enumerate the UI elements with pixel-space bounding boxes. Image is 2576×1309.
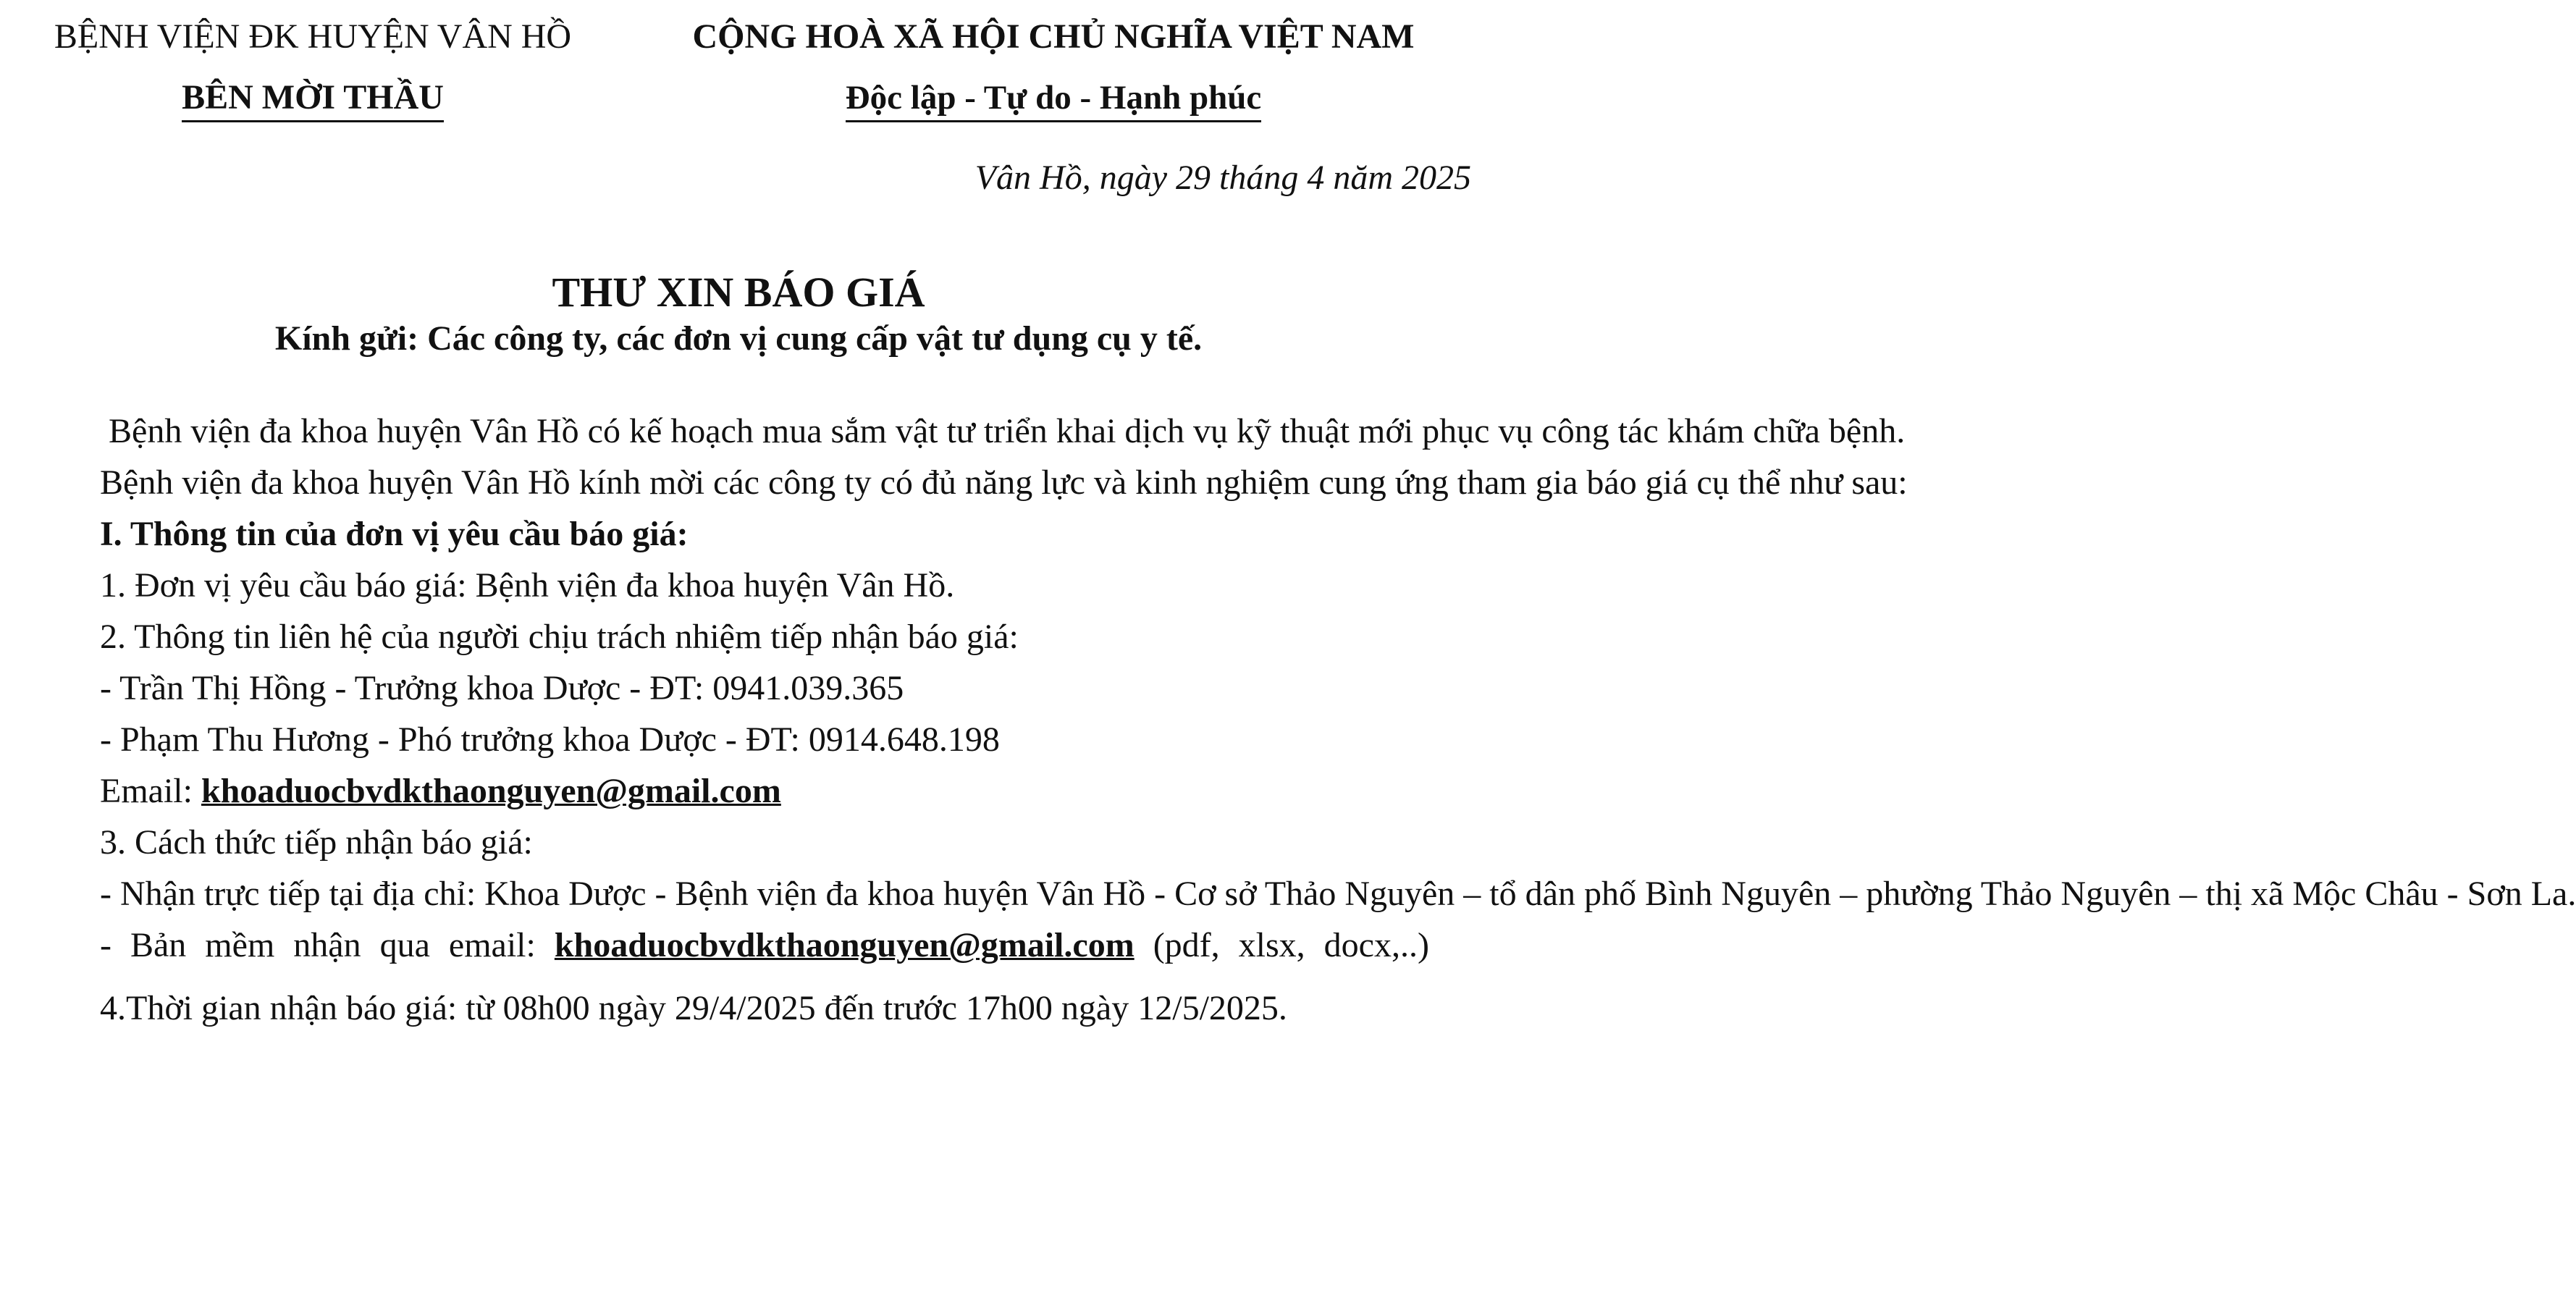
national-motto: Độc lập - Tự do - Hạnh phúc	[846, 77, 1262, 122]
national-header	[637, 16, 1470, 122]
contact-person-2: - Phạm Thu Hương - Phó trưởng khoa Dược - ĐT: 0914.648.198	[100, 720, 1000, 759]
contact-heading: 2. Thông tin liên hệ của người chịu trách nhiệm tiếp nhận báo giá:	[100, 618, 1019, 656]
soft-copy-suffix: (pdf, xlsx, docx,..)	[1134, 926, 1429, 964]
document-title: THƯ XIN BÁO GIÁ	[552, 269, 925, 316]
country-name: CỘNG HOÀ XÃ HỘI CHỦ NGHĨA VIỆT NAM	[692, 17, 1415, 56]
document-body	[58, 405, 2576, 1034]
date-line: Vân Hồ, ngày 29 tháng 4 năm 2025	[975, 159, 1471, 197]
recipient-line: Kính gửi: Các công ty, các đơn vị cung cấp vật tư dụng cụ y tế.	[274, 319, 1203, 358]
contact-person-1: - Trần Thị Hồng - Trưởng khoa Dược - ĐT: 0941.039.365	[100, 669, 904, 707]
direct-receipt-paragraph: - Nhận trực tiếp tại địa chỉ: Khoa Dược - Bệnh viện đa khoa huyện Vân Hồ - Cơ sở Thảo Nguyên – tổ dân phố Bình Nguyên – phường Thảo Nguyên – thị xã Mộc Châu - Sơn La.	[100, 875, 2576, 913]
soft-copy-paragraph	[58, 919, 1429, 971]
receipt-time-item: 4.Thời gian nhận báo giá: từ 08h00 ngày 29/4/2025 đến trước 17h00 ngày 12/5/2025.	[100, 989, 1287, 1027]
requester-item: 1. Đơn vị yêu cầu báo giá: Bệnh viện đa khoa huyện Vân Hồ.	[100, 566, 955, 605]
intro-paragraph-1: Bệnh viện đa khoa huyện Vân Hồ có kế hoạch mua sắm vật tư triển khai dịch vụ kỹ thuật mới phục vụ công tác khám chữa bệnh.	[109, 412, 1906, 450]
receipt-method-heading: 3. Cách thức tiếp nhận báo giá:	[100, 823, 533, 862]
soft-copy-email-link[interactable]: khoaduocbvdkthaonguyen@gmail.com	[554, 926, 1135, 964]
email-line	[58, 765, 1419, 817]
org-name: BỆNH VIỆN ĐK HUYỆN VÂN HỒ	[54, 17, 572, 56]
email-link[interactable]: khoaduocbvdkthaonguyen@gmail.com	[201, 772, 781, 810]
soft-copy-prefix: - Bản mềm nhận qua email:	[100, 926, 555, 964]
intro-paragraph-2: Bệnh viện đa khoa huyện Vân Hồ kính mời các công ty có đủ năng lực và kinh nghiệm cung ứng tham gia báo giá cụ thể như sau:	[100, 463, 1908, 502]
section-heading: I. Thông tin của đơn vị yêu cầu báo giá:	[100, 515, 689, 553]
org-role: BÊN MỜI THẦU	[182, 77, 444, 122]
email-label: Email:	[100, 772, 201, 810]
issuer-header	[16, 16, 610, 122]
